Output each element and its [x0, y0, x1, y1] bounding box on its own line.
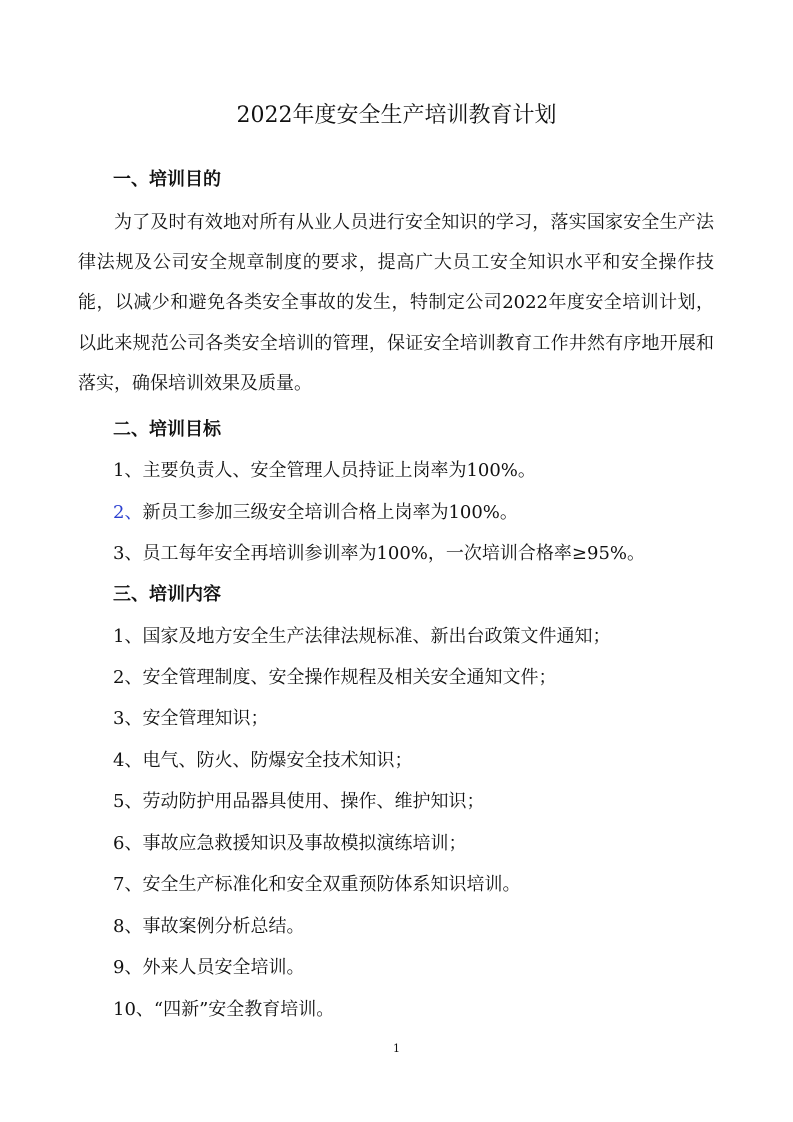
section-heading-purpose: 一、培训目的	[113, 169, 221, 190]
section-heading-goals: 二、培训目标	[113, 419, 221, 440]
list-item-text: 主要负责人、安全管理人员持证上岗率为100%。	[142, 460, 536, 481]
list-item-text: 新员工参加三级安全培训合格上岗率为100%。	[142, 502, 518, 523]
list-item-text: 员工每年安全再培训参训率为100%，一次培训合格率≥95%。	[142, 543, 646, 564]
list-item-text: 安全管理制度、安全操作规程及相关安全通知文件；	[142, 667, 557, 688]
list-item-number: 1、	[113, 460, 143, 481]
list-item-text: 安全生产标准化和安全双重预防体系知识培训。	[142, 874, 521, 895]
list-item	[113, 705, 268, 733]
list-item-text: 国家及地方安全生产法律法规标准、新出台政策文件通知；	[142, 626, 611, 647]
list-item	[113, 830, 466, 858]
page-number: 1	[393, 1042, 400, 1055]
list-item-text: 外来人员安全培训。	[142, 957, 305, 978]
list-item-number: 1、	[113, 626, 143, 647]
list-item	[113, 623, 610, 651]
list-item	[113, 747, 412, 775]
list-item	[113, 913, 304, 941]
section-heading-content: 三、培训内容	[113, 584, 221, 605]
list-item-text: “四新”安全教育培训。	[153, 999, 335, 1020]
list-item	[113, 871, 520, 899]
list-item-number: 7、	[113, 874, 143, 895]
list-item-number: 10、	[113, 999, 154, 1020]
list-item-text: 事故应急救援知识及事故模拟演练培训；	[142, 833, 467, 854]
list-item-text: 安全管理知识；	[142, 708, 269, 729]
list-item-text: 电气、防火、防爆安全技术知识；	[142, 750, 413, 771]
list-item-number: 4、	[113, 750, 143, 771]
purpose-paragraph: 为了及时有效地对所有从业人员进行安全知识的学习，落实国家安全生产法律法规及公司安全规章制度的要求，提高广大员工安全知识水平和安全操作技能，以减少和避免各类安全事故的发生，特制定公司2022年度安全培训计划，以此来规范公司各类安全培训的管理，保证安全培训教育工作井然有序地开展和落实，确保培训效果及质量。	[78, 212, 714, 394]
list-item	[113, 788, 484, 816]
list-item	[113, 499, 518, 527]
list-item-number: 8、	[113, 916, 143, 937]
list-item-number: 5、	[113, 791, 143, 812]
list-item-text: 劳动防护用品器具使用、操作、维护知识；	[142, 791, 485, 812]
list-item-number: 2、	[113, 667, 143, 688]
document-title: 2022年度安全生产培训教育计划	[236, 103, 557, 128]
list-item-number: 3、	[113, 708, 143, 729]
list-item	[113, 954, 304, 982]
list-item-number: 3、	[113, 543, 143, 564]
list-item	[113, 996, 334, 1024]
list-item	[113, 540, 645, 568]
list-item	[113, 664, 556, 692]
list-item	[113, 457, 536, 485]
list-item-number: 9、	[113, 957, 143, 978]
list-item-number: 2、	[113, 502, 143, 523]
list-item-text: 事故案例分析总结。	[142, 916, 305, 937]
list-item-number: 6、	[113, 833, 143, 854]
